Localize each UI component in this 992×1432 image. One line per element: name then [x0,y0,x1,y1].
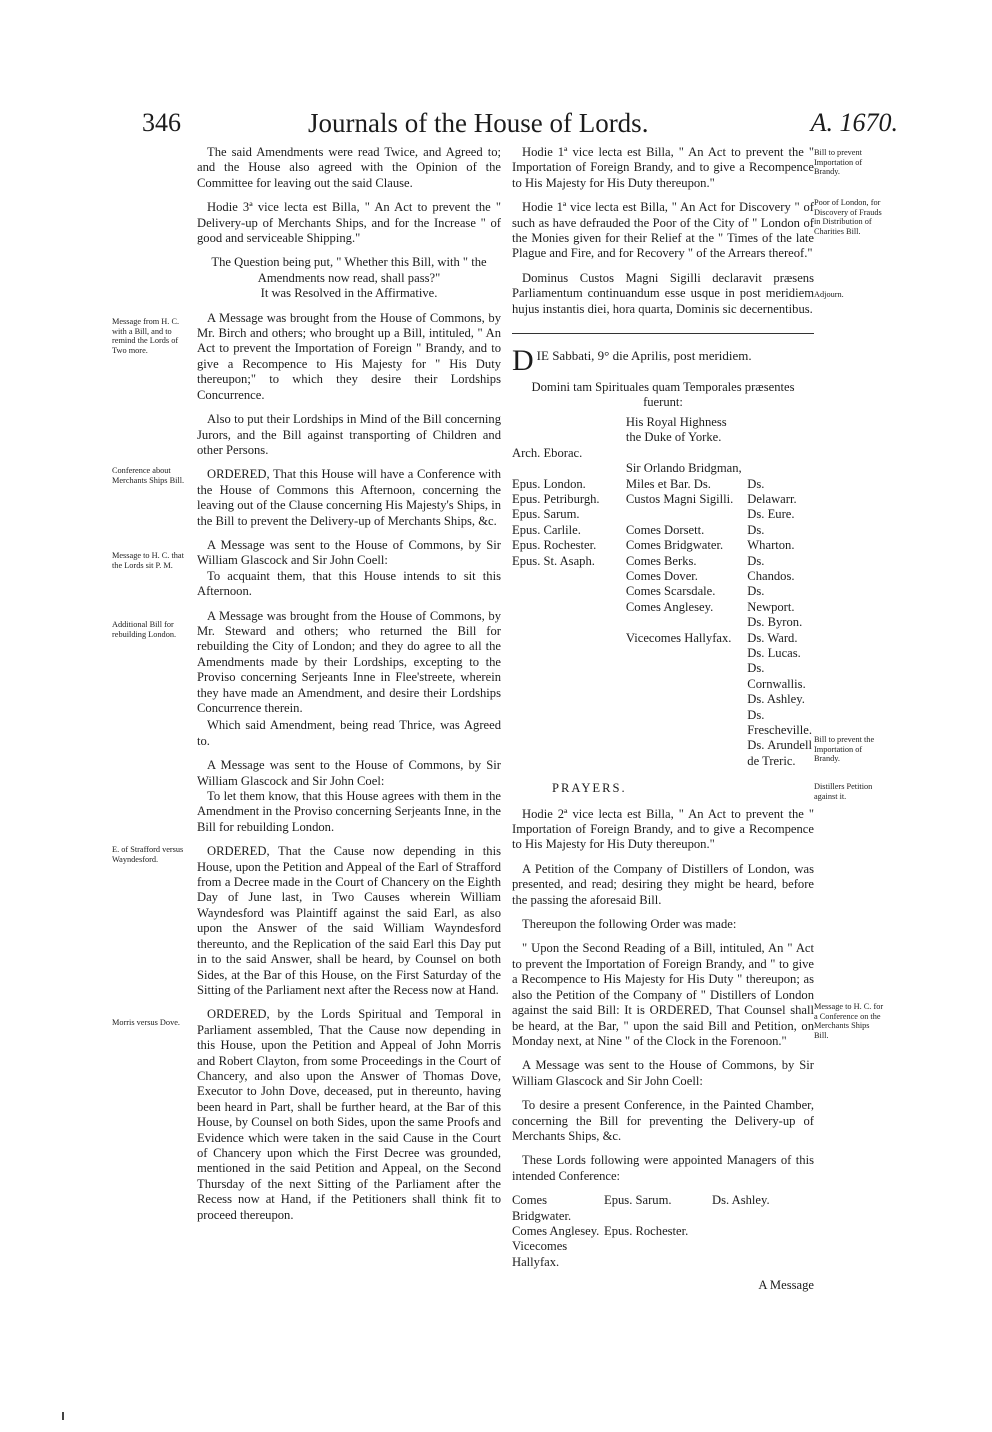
roll-entry: Ds. Ashley. [747,692,805,707]
roll-entry: Ds. Lucas. [747,645,801,660]
manager-entry: Epus. Sarum. [604,1193,672,1208]
roll-entry: Sir Orlando Bridgman, [625,461,742,476]
roll-entry: His Royal Highness [625,414,727,429]
roll-entry: Comes Dorsett. [625,522,705,537]
paragraph: Thereupon the following Order was made: [522,917,737,932]
roll-entry: Epus. Carlile. [512,522,581,537]
paragraph: Also to put their Lordships in Mind of the Bill concerning Jurors, and the Bill against transporting of Children and other Persons. [197,412,501,457]
roll-entry [747,430,812,445]
roll-entry: Comes Dover. [625,568,698,583]
roll-entry [747,461,812,476]
roll-entry: Comes Bridgwater. [625,538,724,553]
margin-note-lords-sit: Message to H. C. that the Lords sit P. M. [112,551,184,570]
roll-entry: Epus. Sarum. [512,507,580,522]
roll-entry: Epus. St. Asaph. [512,553,595,568]
margin-note-adjourn: Adjourn. [814,290,844,299]
sitting-date-line [512,344,814,378]
sitting-date: IE Sabbati, 9° die Aprilis, post meridiem. [536,348,752,364]
manager-entry: Comes Bridgwater. [512,1193,572,1223]
roll-entry [626,446,745,461]
roll-entry: Ds. Byron. [747,615,803,630]
paragraph: A Message was sent to the House of Commons, by Sir William Glascock and Sir John Coell: [512,1058,814,1088]
paragraph: A Petition of the Company of Distillers of London, was presented, and read; desiring they might be heard, before the passing the aforesaid Bill. [512,861,814,907]
manager-entry: Comes Anglesey. [512,1223,600,1238]
manager-entry [712,1239,802,1270]
paragraph: A Message was sent to the House of Commons, by Sir William Glascock and Sir John Coel: [197,758,501,788]
paragraph: Hodie 1ª vice lecta est Billa, " An Act for Discovery " of such as have defrauded the Poor of the City of " London of the Monies given for their Relief at the " Times of the late Plague and Fire, and for Recovery " of the Arrears thereof." [512,200,814,261]
paragraph: To let them know, that this House agrees with them in the Amendment in the Proviso concerning Serjeants Inne, in the Bill for rebuilding London. [197,789,501,834]
roll-entry [747,415,812,430]
paragraph: A Message was brought from the House of Commons, by Mr. Steward and others; who returned the Bill for rebuilding the City of London; and they do agree to all the Amendments made by their Lordships, excepting to the Proviso concerning Serjeants Inne in Flee'streete, wherein they have made an Amendment, and desire their Lordships Concurrence therein. [197,608,501,715]
edge-mark [62,1412,64,1420]
roll-column-barons [747,415,814,769]
roll-entry: Ds. Frescheville. [747,707,812,737]
margin-note-rebuilding-london: Additional Bill for rebuilding London. [112,620,177,639]
roll-entry: Ds. Newport. [747,584,795,614]
roll-entry [626,507,745,522]
roll-entry [512,415,624,430]
margin-note-brandy-bill-2: Bill to prevent the Importation of Brandy. [814,735,875,764]
paragraph: Hodie 3ª vice lecta est Billa, " An Act to prevent the " Delivery-up of Merchants Ships, and for the Increase " of good and serviceable Shipping." [197,200,501,246]
paragraph: A Message was brought from the House of Commons, by Mr. Birch and others; who brought up a Bill, intituled, " An Act to prevent the Importation of Foreign " Brandy, and to give a Recompence to His Majesty for " His Duty thereupon;" to which they desire their Lordships Concurrence. [197,310,501,402]
paragraph: To acquaint them, that this House intends to sit this Afternoon. [197,568,501,599]
roll-entry: Miles et Bar. Ds. [625,476,711,491]
roll-entry: Comes Scarsdale. [625,584,716,599]
paragraph: The said Amendments were read Twice, and Agreed to; and the House also agreed with the Opinion of the Committee for leaving out the said Clause. [197,145,501,190]
manager-entry: Epus. Rochester. [604,1223,689,1238]
paragraph: Hodie 1ª vice lecta est Billa, " An Act to prevent the " Importation of Foreign Brandy, and to give a Recompence to His Majesty for His Duty thereupon." [512,145,814,190]
catchword: A Message [758,1278,814,1293]
paragraph: To desire a present Conference, in the Painted Chamber, concerning the Bill for preventing the Delivery-up of Merchants Ships, &c. [512,1098,814,1143]
roll-entry: Ds. Chandos. [747,553,795,583]
manager-entry: Ds. Ashley. [712,1193,770,1208]
margin-note-conference: Conference about Merchants Ships Bill. [112,466,185,485]
margin-note-conference-message: Message to H. C. for a Conference on the Merchants Ships Bill. [814,1002,884,1040]
roll-entry: Ds. Ward. [747,630,798,645]
journal-title: Journals of the House of Lords. [308,108,649,138]
managers-list [512,1193,814,1270]
present-heading: Domini tam Spirituales quam Temporales præsentes fuerunt: [531,380,795,410]
roll-entry [512,430,624,445]
margin-note-poor-of-london: Poor of London, for Discovery of Frauds in Distribution of Charities Bill. [814,198,882,236]
paragraph: A Message was sent to the House of Commons, by Sir William Glascock and Sir John Coell: [197,537,501,568]
attendance-roll [512,415,814,769]
roll-entry: the Duke of Yorke. [625,430,722,445]
roll-entry: Ds. Eure. [747,507,795,522]
paragraph: The Question being put, " Whether this Bill, with " the Amendments now read, shall pass?" [211,255,487,285]
margin-note-distillers: Distillers Petition against it. [814,782,873,801]
roll-entry: Comes Anglesey. [625,599,714,614]
roll-entry: Epus. Petriburgh. [512,491,600,506]
roll-entry: Ds. Delawarr. [747,476,797,506]
roll-entry [747,446,812,461]
roll-entry: Comes Berks. [625,553,697,568]
roll-entry: Ds. Arundell de Treric. [747,738,812,768]
margin-note-strafford: E. of Strafford versus Wayndesford. [112,845,184,864]
roll-entry: Ds. Cornwallis. [747,661,806,691]
journal-year: A. 1670. [810,108,898,137]
roll-entry [512,461,624,476]
paragraph: These Lords following were appointed Managers of this intended Conference: [512,1153,814,1183]
left-column [197,145,501,1232]
roll-entry: Epus. Rochester. [512,538,597,553]
roll-entry: Epus. London. [512,476,586,491]
paragraph: Which said Amendment, being read Thrice, was Agreed to. [197,718,501,748]
manager-entry: Vicecomes Hallyfax. [512,1239,568,1269]
roll-column-bishops [512,415,626,769]
paragraph: ORDERED, That the Cause now depending in this House, upon the Petition and Appeal of the Earl of Strafford from a Decree made in the Court of Chancery on the Eighth Day of June last, in Two Causes wherein William Wayndesford was Plaintiff against the said Earl, as also upon the Answer of the said William Wayndesford thereunto, and the Replication of the said Earl this Day put in to the said Answer, shall be heard, by Counsel on both Sides, at the Bar of this House, on the First Saturday of the Sitting of the Parliament next after the Recess now at Hand. [197,844,501,997]
drop-cap: D [512,344,534,378]
roll-entry [626,615,745,630]
roll-column-earls [626,415,747,769]
right-column [512,145,814,1294]
roll-entry: Ds. Wharton. [747,522,795,553]
margin-note-message-commons: Message from H. C. with a Bill, and to remind the Lords of Two more. [112,317,180,355]
roll-entry: Custos Magni Sigilli. [625,491,734,506]
prayers-heading: PRAYERS. [552,781,627,796]
manager-entry [712,1224,802,1239]
paragraph: Dominus Custos Magni Sigilli declaravit præsens Parliamentum continuandum esse usque in post meridiem hujus instantis diei, hora quarta, Dominis sic decernentibus. [512,270,814,316]
paragraph: " Upon the Second Reading of a Bill, intituled, An " Act to prevent the Importation of Foreign Brandy, and " to give a Recompence to His Majesty for His Duty " thereupon; as also the Petition of the Company of " Distillers of London against the said Bill: It is ORDERED, That Counsel shall be heard, at the Bar, " upon the said Bill and Petition, on Monday next, at Nine " of the Clock in the Forenoon." [512,941,814,1048]
margin-note-morris-dove: Morris versus Dove. [112,1018,180,1027]
roll-entry: Vicecomes Hallyfax. [625,630,732,645]
manager-entry [604,1239,712,1270]
paragraph: ORDERED, That this House will have a Conference with the House of Commons this Afternoon, concerning the leaving out of the Clause concerning His Majesty's Ships, in the Bill to prevent the Delivery-up of Merchants Ships, &c. [197,467,501,528]
section-divider [512,333,814,334]
paragraph: ORDERED, by the Lords Spiritual and Temporal in Parliament assembled, That the Cause now depending in this House, upon the Petition and Appeal of John Morris and Robert Clayton, from some Proceedings in the Court of Chancery, and also upon the Answer of Thomas Dove, Executor to John Dove, deceased, put in thereunto, having been heard in Part, shall be further heard, at the Bar of this House, by Counsel on both Sides, upon the same Proofs and Evidence which were taken in the said Cause in the Court of Chancery upon which the First Decree was grounded, mentioned in the said Petition and Appeal, on the Second Thursday of the next Sitting of the Parliament after the Recess now at Hand, if the Petitioners shall think fit to proceed thereupon. [197,1007,501,1222]
paragraph: Hodie 2ª vice lecta est Billa, " An Act to prevent the " Importation of Foreign Brandy, and to give a Recompence to His Majesty for His Duty thereupon." [512,806,814,852]
page-header [108,108,898,144]
paragraph: It was Resolved in the Affirmative. [260,286,438,301]
page-number: 346 [142,108,181,137]
margin-note-brandy-bill: Bill to prevent Importation of Brandy. [814,148,863,177]
roll-entry: Arch. Eborac. [512,445,583,460]
